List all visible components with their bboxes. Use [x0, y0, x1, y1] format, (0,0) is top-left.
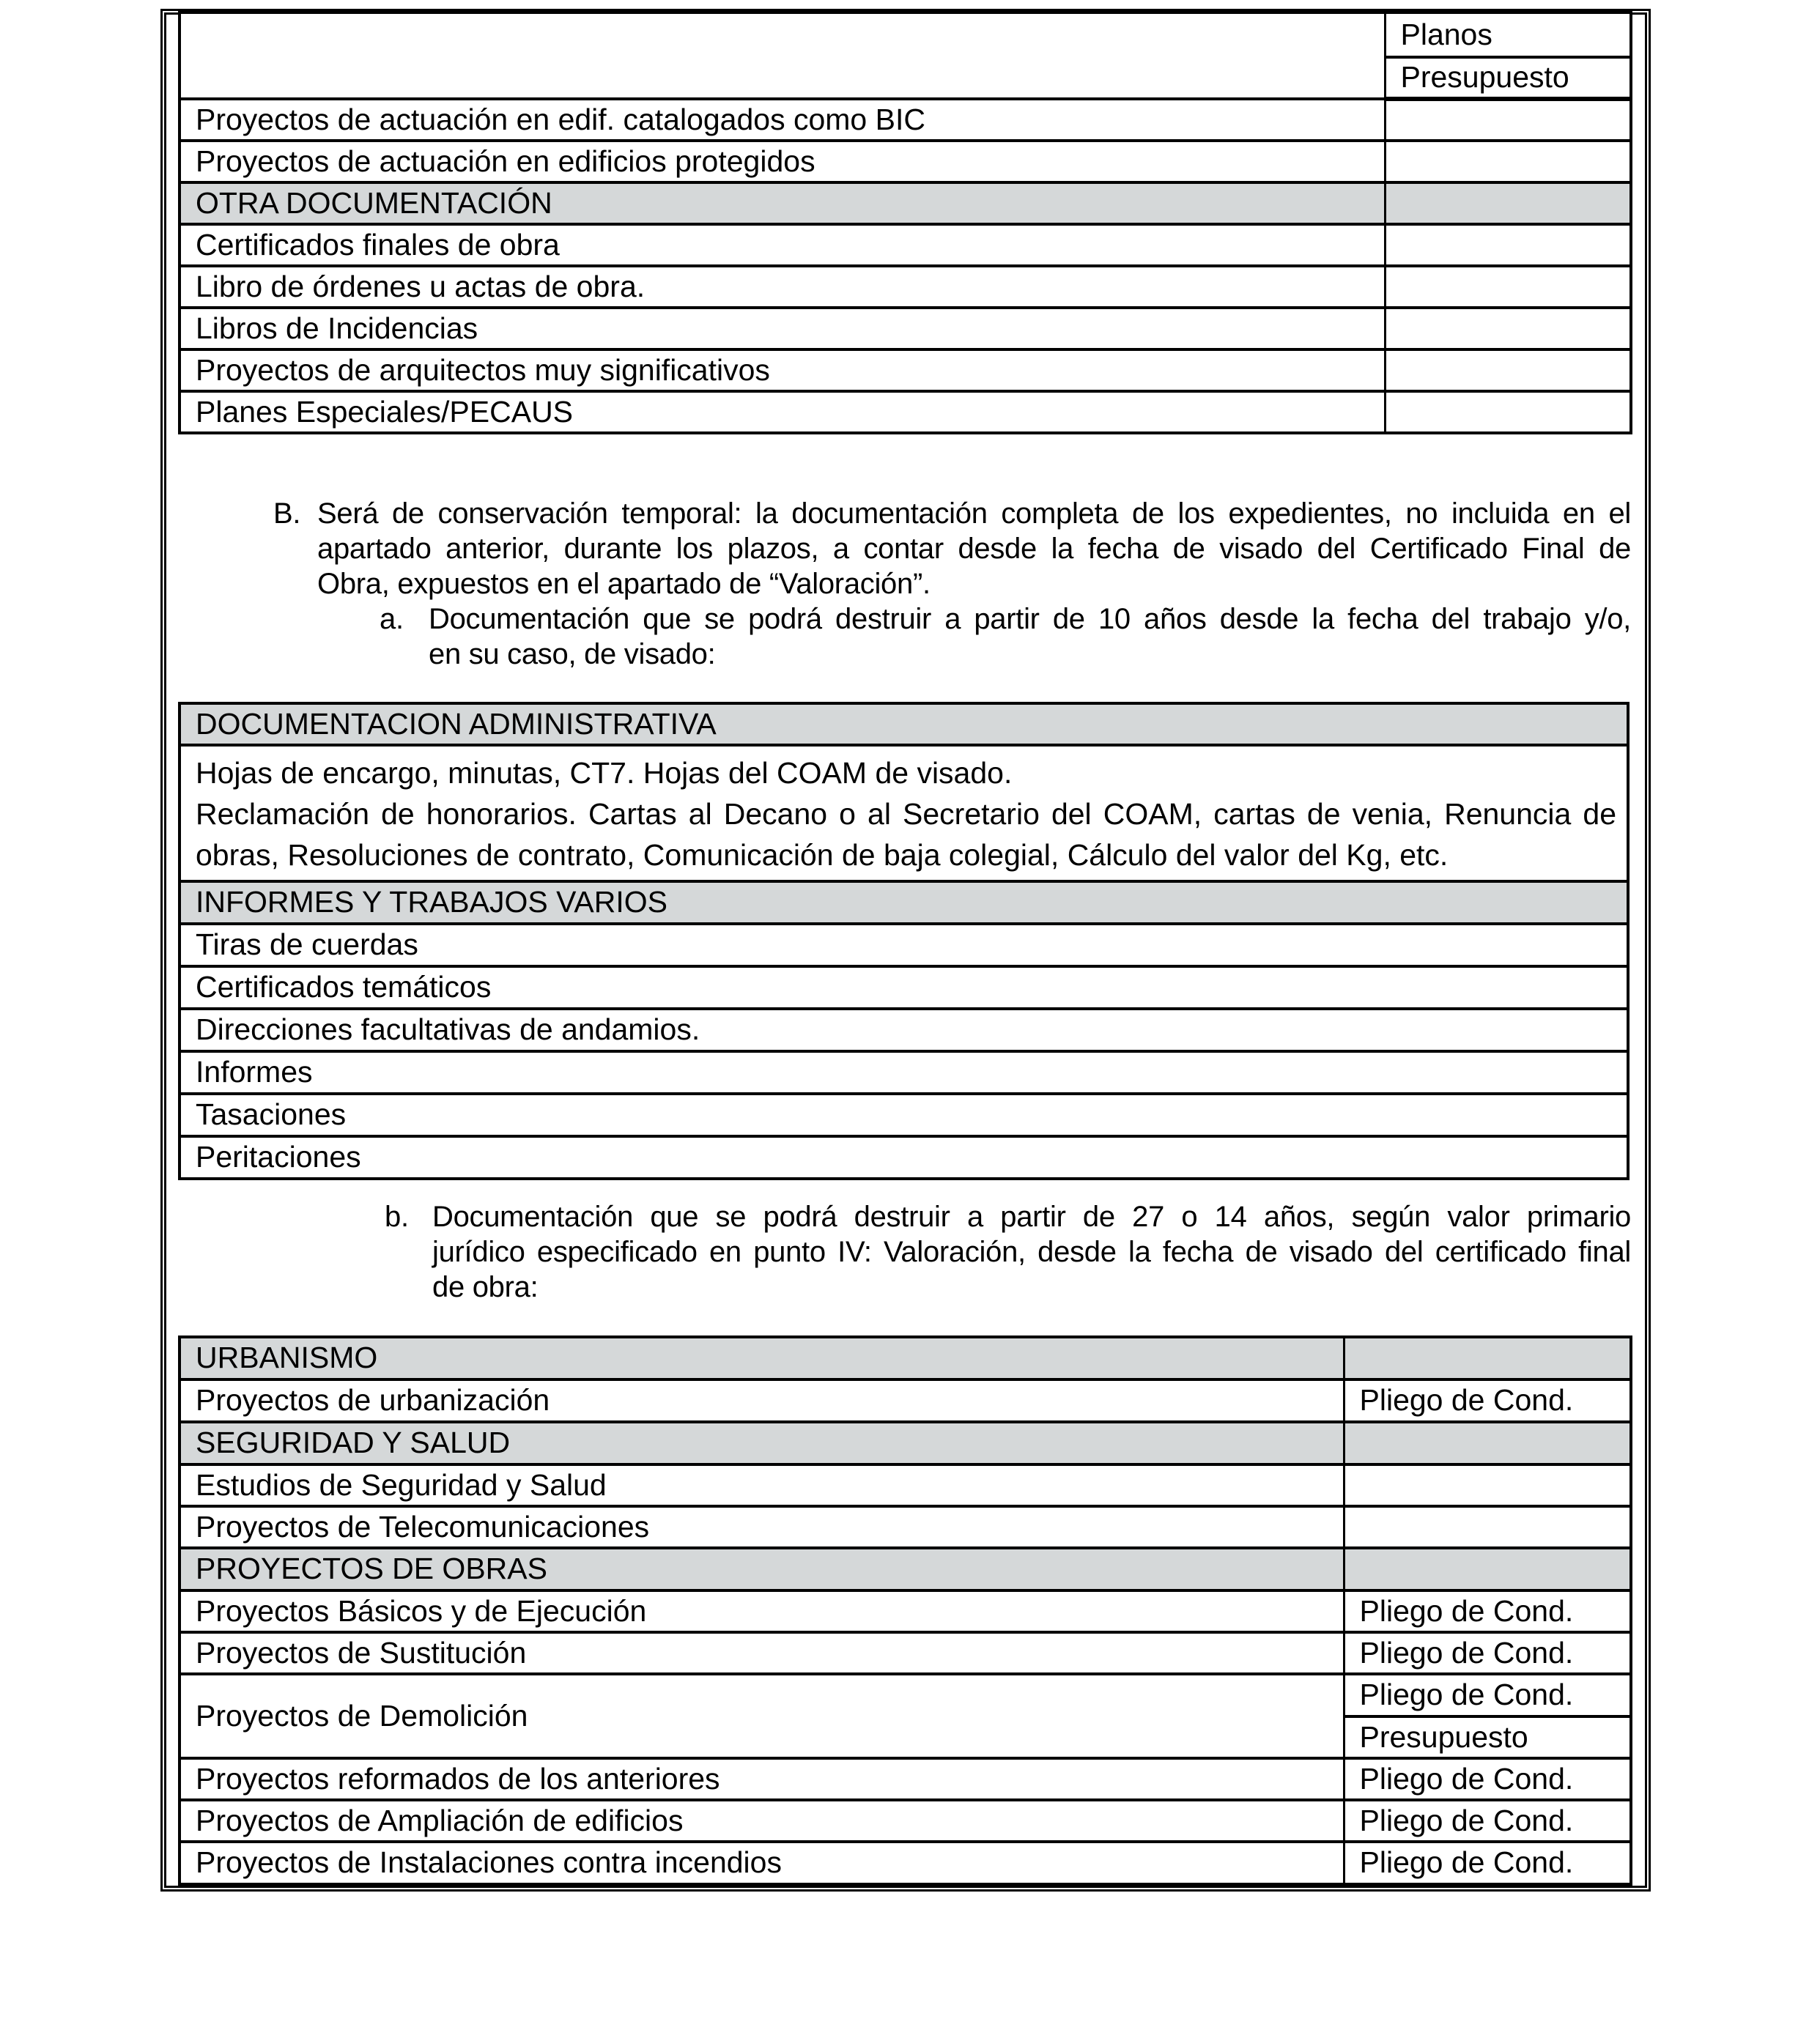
table-row-value — [1385, 99, 1631, 141]
section-header: URBANISMO — [180, 1337, 1344, 1379]
item-b-label: b. — [385, 1201, 409, 1233]
cell-line: Hojas de encargo, minutas, CT7. Hojas del COAM de visado. — [196, 756, 1013, 790]
paragraph-line: Documentación que se podrá destruir a partir de 27 o 14 años, según valor primario — [432, 1201, 1631, 1233]
paragraph-line: Documentación que se podrá destruir a partir de 10 años desde la fecha del trabajo y/o, — [429, 603, 1631, 635]
table-row-label: Proyectos de Ampliación de edificios — [180, 1800, 1344, 1842]
section-header: INFORMES Y TRABAJOS VARIOS — [180, 881, 1628, 924]
table-row-value — [1385, 224, 1631, 266]
table-row-label: Direcciones facultativas de andamios. — [180, 1009, 1628, 1051]
table-row-value — [1385, 308, 1631, 349]
table-row-value — [1385, 391, 1631, 433]
table-row-label: Proyectos de actuación en edif. catalogados como BIC — [180, 99, 1385, 141]
administrative-docs-table — [178, 702, 1630, 1180]
table-row-label: Proyectos de arquitectos muy significativos — [180, 349, 1385, 391]
table-row-label: Informes — [180, 1051, 1628, 1094]
paragraph-line: jurídico especificado en punto IV: Valoración, desde la fecha de visado del certificado final — [432, 1236, 1631, 1268]
table-row-label: Proyectos reformados de los anteriores — [180, 1758, 1344, 1800]
table-row-value — [1385, 266, 1631, 308]
section-header: DOCUMENTACION ADMINISTRATIVA — [180, 703, 1628, 745]
table-row-label — [180, 745, 1628, 881]
table-row-value: Presupuesto — [1344, 1716, 1631, 1758]
section-header: OTRA DOCUMENTACIÓN — [180, 182, 1385, 224]
paragraph-line: en su caso, de visado: — [429, 638, 716, 670]
table-row-label: Planes Especiales/PECAUS — [180, 391, 1385, 433]
table-row-value — [1344, 1464, 1631, 1506]
item-a-label: a. — [380, 603, 404, 635]
table-row-value: Pliego de Cond. — [1344, 1632, 1631, 1674]
table-row-value: Pliego de Cond. — [1344, 1842, 1631, 1884]
table-row-value — [1385, 141, 1631, 182]
table-row-label: Proyectos de urbanización — [180, 1379, 1344, 1422]
section-header: PROYECTOS DE OBRAS — [180, 1548, 1344, 1590]
table-row-value: Pliego de Cond. — [1344, 1590, 1631, 1632]
table-row-label: Peritaciones — [180, 1136, 1628, 1179]
table-row-value — [1385, 349, 1631, 391]
cell-line: obras, Resoluciones de contrato, Comunicación de baja colegial, Cálculo del valor del Kg, etc. — [196, 838, 1449, 872]
column-header-planos: Planos — [1385, 12, 1631, 57]
table-row-label: Tasaciones — [180, 1094, 1628, 1136]
table-row-label: Libro de órdenes u actas de obra. — [180, 266, 1385, 308]
table-row-label: Certificados finales de obra — [180, 224, 1385, 266]
table-row-label: Proyectos de Demolición — [180, 1674, 1344, 1758]
permanent-docs-table — [178, 11, 1632, 434]
section-header-spacer — [1344, 1548, 1631, 1590]
table-row-value: Pliego de Cond. — [1344, 1379, 1631, 1422]
table-row-value — [1344, 1506, 1631, 1548]
paragraph-line: apartado anterior, durante los plazos, a contar desde la fecha de visado del Certificado Final de — [317, 533, 1631, 565]
table-row-value: Pliego de Cond. — [1344, 1758, 1631, 1800]
table-row-label: Proyectos Básicos y de Ejecución — [180, 1590, 1344, 1632]
table-row-label: Proyectos de Sustitución — [180, 1632, 1344, 1674]
empty-corner-cell — [180, 12, 1385, 99]
item-a-paragraph — [429, 601, 1631, 672]
section-header-spacer — [1385, 182, 1631, 224]
clause-b-label: B. — [273, 497, 301, 530]
paragraph-line: Será de conservación temporal: la documentación completa de los expedientes, no incluida en el — [317, 497, 1631, 530]
table-row-label: Libros de Incidencias — [180, 308, 1385, 349]
clause-b-paragraph — [317, 496, 1631, 601]
table-row-label: Proyectos de actuación en edificios protegidos — [180, 141, 1385, 182]
section-header: SEGURIDAD Y SALUD — [180, 1422, 1344, 1464]
table-row-value: Pliego de Cond. — [1344, 1800, 1631, 1842]
column-header-presupuesto: Presupuesto — [1385, 57, 1631, 99]
item-b-paragraph — [432, 1199, 1631, 1305]
section-header-spacer — [1344, 1422, 1631, 1464]
table-row-value: Pliego de Cond. — [1344, 1674, 1631, 1716]
cell-line: Reclamación de honorarios. Cartas al Decano o al Secretario del COAM, cartas de venia, Renuncia de — [196, 797, 1616, 831]
table-row-label: Certificados temáticos — [180, 966, 1628, 1009]
temporal-docs-table — [178, 1335, 1632, 1886]
table-row-label: Estudios de Seguridad y Salud — [180, 1464, 1344, 1506]
table-row-label: Proyectos de Telecomunicaciones — [180, 1506, 1344, 1548]
section-header-spacer — [1344, 1337, 1631, 1379]
table-row-label: Proyectos de Instalaciones contra incendios — [180, 1842, 1344, 1884]
table-row-label: Tiras de cuerdas — [180, 924, 1628, 966]
paragraph-line: de obra: — [432, 1271, 539, 1303]
paragraph-line: Obra, expuestos en el apartado de “Valoración”. — [317, 568, 931, 600]
